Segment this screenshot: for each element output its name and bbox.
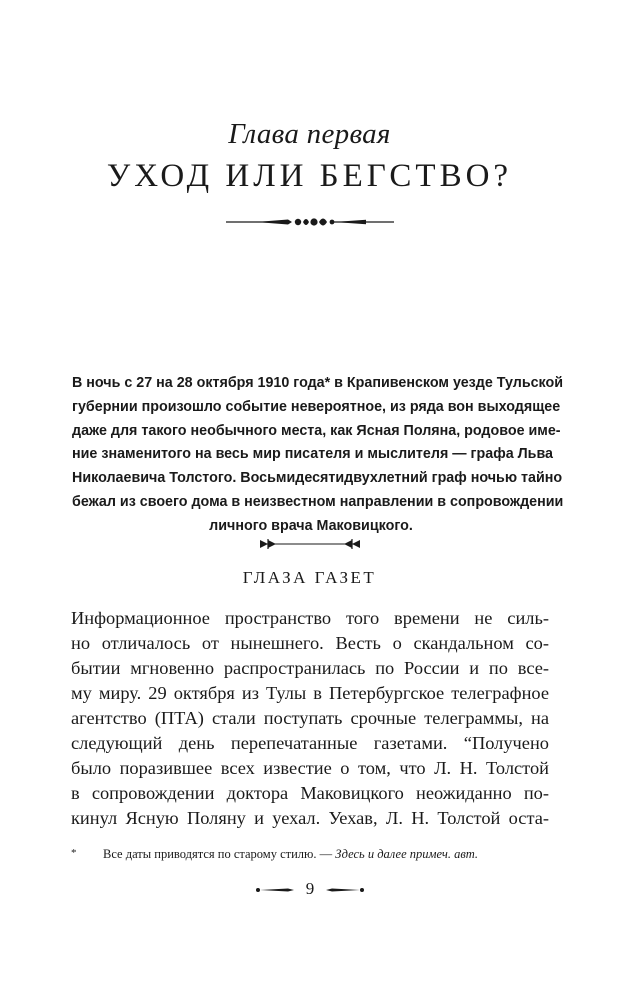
body-line: Информационное пространство того времени не силь- [71, 608, 549, 628]
lead-line: В ночь с 27 на 28 октября 1910 года* в Крапивенском уезде Тульской [72, 375, 564, 391]
body-line: в сопровождении доктора Маковицкого неожиданно по- [71, 783, 549, 803]
lead-line: губернии произошло событие невероятное, из ряда вон выходящее [72, 398, 561, 415]
lead-line: личного врача Маковицкого. [209, 517, 413, 534]
body-line: му миру. 29 октября из Тулы в Петербургское телеграфное [71, 683, 549, 703]
chapter-label: Глава первая [228, 118, 391, 150]
page-number-block [250, 878, 370, 902]
lead-line: даже для такого необычного места, как Ясная Поляна, родовое име- [72, 422, 561, 439]
body-line: было поразившее всех известие о том, что Л. Н. Толстой [71, 758, 549, 778]
section-title: ГЛАЗА ГАЗЕТ [242, 568, 377, 587]
footnote [71, 845, 549, 862]
ornament-divider-icon [226, 212, 394, 232]
ornament-small-icon [258, 536, 362, 552]
footnote-marker: * [71, 847, 77, 859]
body-line: следующий день перепечатанные газетами. “Получено [71, 733, 549, 753]
page-number: 9 [305, 879, 315, 898]
lead-line: ние знаменитого на весь мир писателя и мыслителя — графа Льва [72, 446, 553, 463]
body-line: но отличалось от нынешнего. Весть о скандальном со- [71, 633, 549, 653]
lead-line: бежал из своего дома в неизвестном направлении в сопровождении [72, 493, 564, 510]
body-line: кинул Ясную Поляну и уехал. Уехав, Л. Н. Толстой оста- [71, 808, 549, 828]
lead-line: Николаевича Толстого. Восьмидесятидвухлетний граф ночью тайно [72, 470, 563, 487]
footnote-emphasis: Здесь и далее примеч. авт. [335, 847, 479, 861]
lead-paragraph [72, 372, 564, 539]
body-line: бытии мгновенно распространилась по России и по все- [71, 658, 549, 678]
body-line: агентство (ПТА) стали поступать срочные телеграммы, на [71, 708, 549, 728]
chapter-title: УХОД ИЛИ БЕГСТВО? [106, 158, 513, 194]
body-paragraph [71, 606, 549, 831]
footnote-text: Все даты приводятся по старому стилю. — [103, 847, 336, 861]
